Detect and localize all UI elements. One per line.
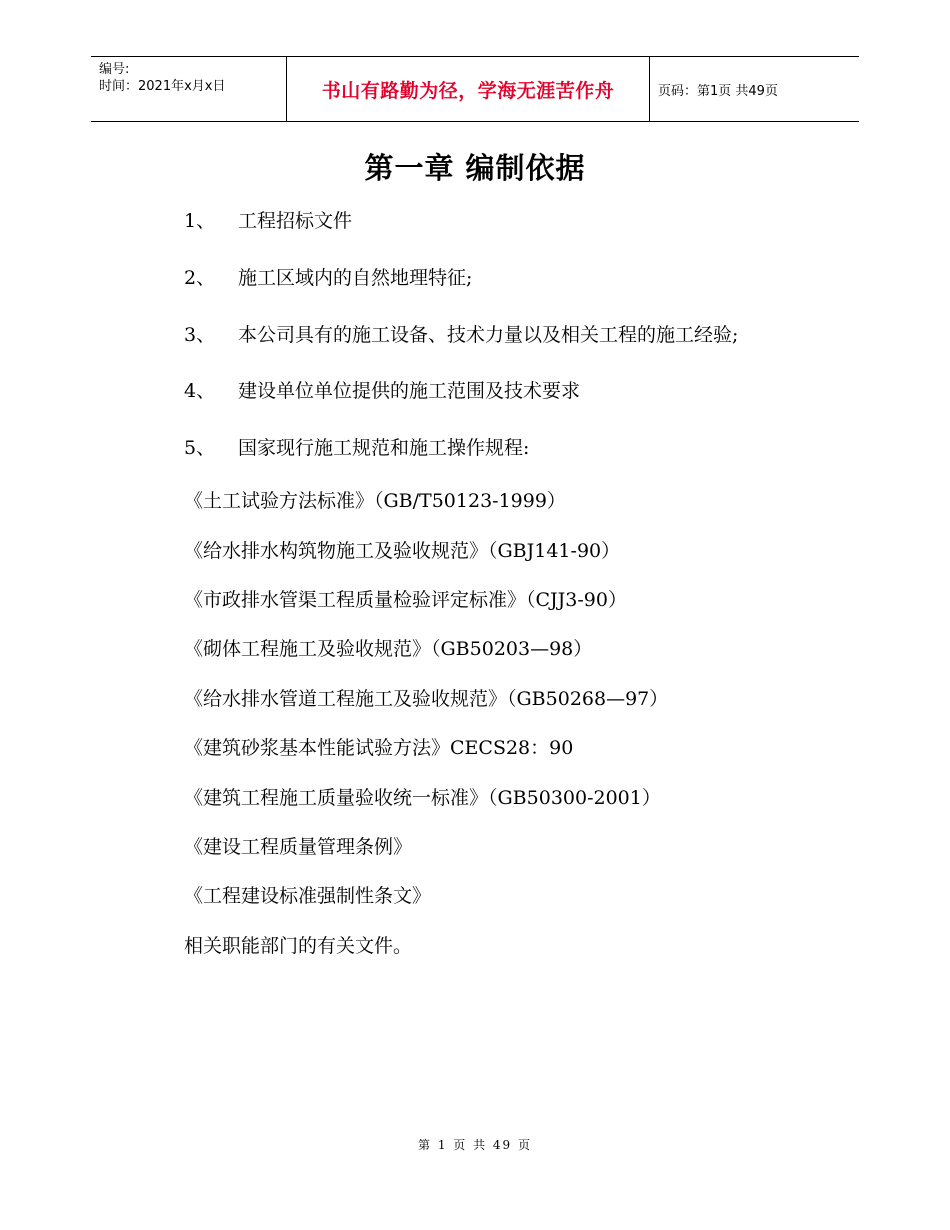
standard-item: 《建筑工程施工质量验收统一标准》（GB50300-2001） (184, 787, 661, 809)
standard-item: 《建设工程质量管理条例》 (184, 836, 413, 858)
numbered-item (184, 206, 352, 233)
document-time-label: 时间：2021年x月x日 (99, 79, 226, 94)
standard-item: 《给水排水管道工程施工及验收规范》（GB50268—97） (184, 688, 669, 710)
numbered-item (184, 320, 738, 347)
standard-item: 《工程建设标准强制性条文》 (184, 885, 432, 907)
item-number: 4、 (184, 380, 216, 402)
item-number: 3、 (184, 324, 216, 346)
chapter-title: 第一章 编制依据 (364, 151, 586, 185)
standard-item: 《市政排水管渠工程质量检验评定标准》（CJJ3-90） (184, 589, 627, 611)
item-text: 施工区域内的自然地理特征; (238, 267, 473, 289)
standard-item: 《砌体工程施工及验收规范》（GB50203—98） (184, 638, 593, 660)
item-text: 建设单位单位提供的施工范围及技术要求 (238, 380, 581, 402)
item-number: 2、 (184, 267, 216, 289)
standard-item: 相关职能部门的有关文件。 (184, 935, 413, 957)
header-motto: 书山有路勤为径，学海无涯苦作舟 (287, 57, 650, 121)
standard-item: 《建筑砂浆基本性能试验方法》CECS28：90 (184, 737, 574, 759)
page-header (91, 56, 859, 122)
item-number: 5、 (184, 437, 216, 459)
numbered-item (184, 433, 529, 460)
standard-item: 《给水排水构筑物施工及验收规范》（GBJ141-90） (184, 540, 621, 562)
document-number-label: 编号: (99, 62, 130, 77)
page-footer: 第 1 页 共 49 页 (418, 1138, 532, 1152)
header-page-info: 页码：第1页 共49页 (658, 83, 778, 99)
numbered-item (184, 263, 472, 290)
item-number: 1、 (184, 210, 216, 232)
item-text: 工程招标文件 (238, 210, 353, 232)
numbered-item (184, 376, 580, 403)
standard-item: 《土工试验方法标准》（GB/T50123-1999） (184, 490, 566, 512)
header-meta (91, 57, 287, 121)
item-text: 国家现行施工规范和施工操作规程: (238, 437, 530, 459)
item-text: 本公司具有的施工设备、技术力量以及相关工程的施工经验; (238, 324, 739, 346)
